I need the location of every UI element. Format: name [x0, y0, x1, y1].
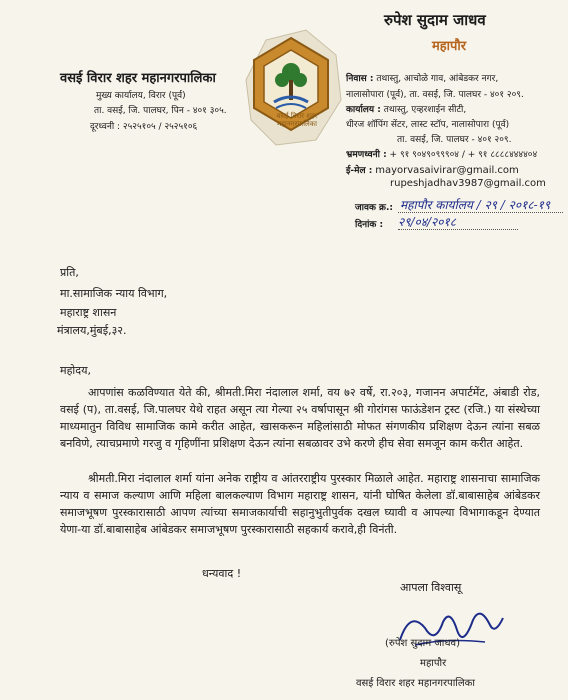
- residence-line-1: तथास्तु, आचोळे गाव, आंबेडकर नगर,: [376, 74, 499, 84]
- paragraph-1: आपणांस कळविण्यात येते की, श्रीमती.मिरा नंदालाल शर्मा, वय ७२ वर्षे, रा.२०३, गजानन अपार्टमेंट, अंबाडी रोड, वसई (प), ता.वसई, जि.पालघर येथे राहत असून त्या गेल्या २५ वर्षापासून श्री गोरांगस फाऊंडेशन ट्रस्ट (रजि.) या संस्थेच्या माध्यमातुन विविध सामाजिक कामे करीत आहेत, खासकरून महिलांसाठी मोफत संगणकीय प्रशिक्षण देऊन त्यांना सबळ बनविणे, त्याचप्रमाणे गरजु व गृहिणींना प्रशिक्षण देऊन त्यांना सबळावर उभे करणे हीच सेवा समजून काम करीत आहेत.: [60, 386, 540, 450]
- emblem-text: वसई विरार शहर महानगरपालिका: [276, 112, 318, 128]
- address-line: ता. वसई, जि. पालघर, पिन - ४०१ ३०५.: [94, 106, 227, 116]
- mobile-numbers: + ९१ ९०४९०९९९०४ / + ९१ ८८८८४४४४०४: [389, 150, 538, 160]
- yours-faithfully: आपला विश्वासू: [400, 581, 462, 594]
- org-name: वसई विरार शहर महानगरपालिका: [60, 71, 216, 86]
- signatory-org: वसई विरार शहर महानगरपालिका: [356, 678, 475, 689]
- signatory-designation: महापौर: [420, 658, 447, 669]
- mayor-designation: महापौर: [432, 39, 467, 54]
- office-label: कार्यालय :: [346, 105, 381, 115]
- ref-number: महापौर कार्यालय / २९ / २०१८-१९: [400, 198, 551, 212]
- mayor-name: रुपेश सुदाम जाधव: [384, 11, 486, 29]
- office-line-2: धीरज शॉपिंग सेंटर, लास्ट स्टॉप, नालासोपारा (पूर्व): [346, 120, 510, 130]
- email-2: rupeshjadhav3987@gmail.com: [390, 178, 546, 189]
- recipient-line-3: मंत्रालय,मुंबई,३२.: [57, 324, 127, 337]
- residence-line-2: नालासोपारा (पूर्व), ता. वसई, जि. पालघर - ४०१ २०९.: [346, 90, 524, 100]
- email-1: mayorvasaivirar@gmail.com: [375, 165, 519, 176]
- residence-label: निवास :: [346, 74, 374, 84]
- signatory-name: (रुपेश सुदाम जाधव): [385, 638, 460, 649]
- salutation: महोदय,: [60, 364, 91, 377]
- prati: प्रति,: [60, 266, 79, 279]
- mobile-label: भ्रमणध्वनी :: [346, 150, 387, 160]
- date-underline: [398, 229, 518, 230]
- municipal-emblem-icon: [236, 20, 346, 150]
- office-line-1: तथास्तु, एव्हरशाईन सीटी,: [383, 105, 467, 115]
- office-line-3: ता. वसई, जि. पालघर - ४०१ २०९.: [397, 135, 512, 145]
- ref-label: जावक क्र.:: [355, 203, 393, 213]
- date-value: २९/०४/२०१८: [398, 215, 457, 229]
- paragraph-2: श्रीमती.मिरा नंदालाल शर्मा यांना अनेक राष्ट्रीय व आंतरराष्ट्रीय पुरस्कार मिळाले आहेत. महाराष्ट्र शासनाचा सामाजिक न्याय व समाज कल्याण आणि महिला बालकल्याण विभाग महाराष्ट्र शासन, यांनी घोषित केलेला डॉ.बाबासाहेब आंबेडकर समाजभूषण पुरस्कारासाठी आपण त्यांच्या समाजकार्याची सहानुभुतीपुर्वक दखल घ्यावी व आपल्या विभागाकडून देण्यात येणा-या डॉ.बाबासाहेब आंबेडकर समाजभूषण पुरस्कारासाठी सहकार्य करावे,ही विनंती.: [60, 472, 540, 536]
- thanks: धन्यवाद !: [202, 567, 242, 580]
- date-label: दिनांक :: [355, 220, 384, 230]
- signature: [395, 600, 505, 660]
- phone-line: दूरध्वनी : २५२५१०५ / २५२५१०६: [90, 122, 198, 132]
- office-line: मुख्य कार्यालय, विरार (पूर्व): [96, 91, 186, 101]
- recipient-line-1: मा.सामाजिक न्याय विभाग,: [60, 287, 168, 300]
- email-label: ई-मेल :: [346, 166, 373, 176]
- recipient-line-2: महाराष्ट्र शासन: [60, 306, 117, 319]
